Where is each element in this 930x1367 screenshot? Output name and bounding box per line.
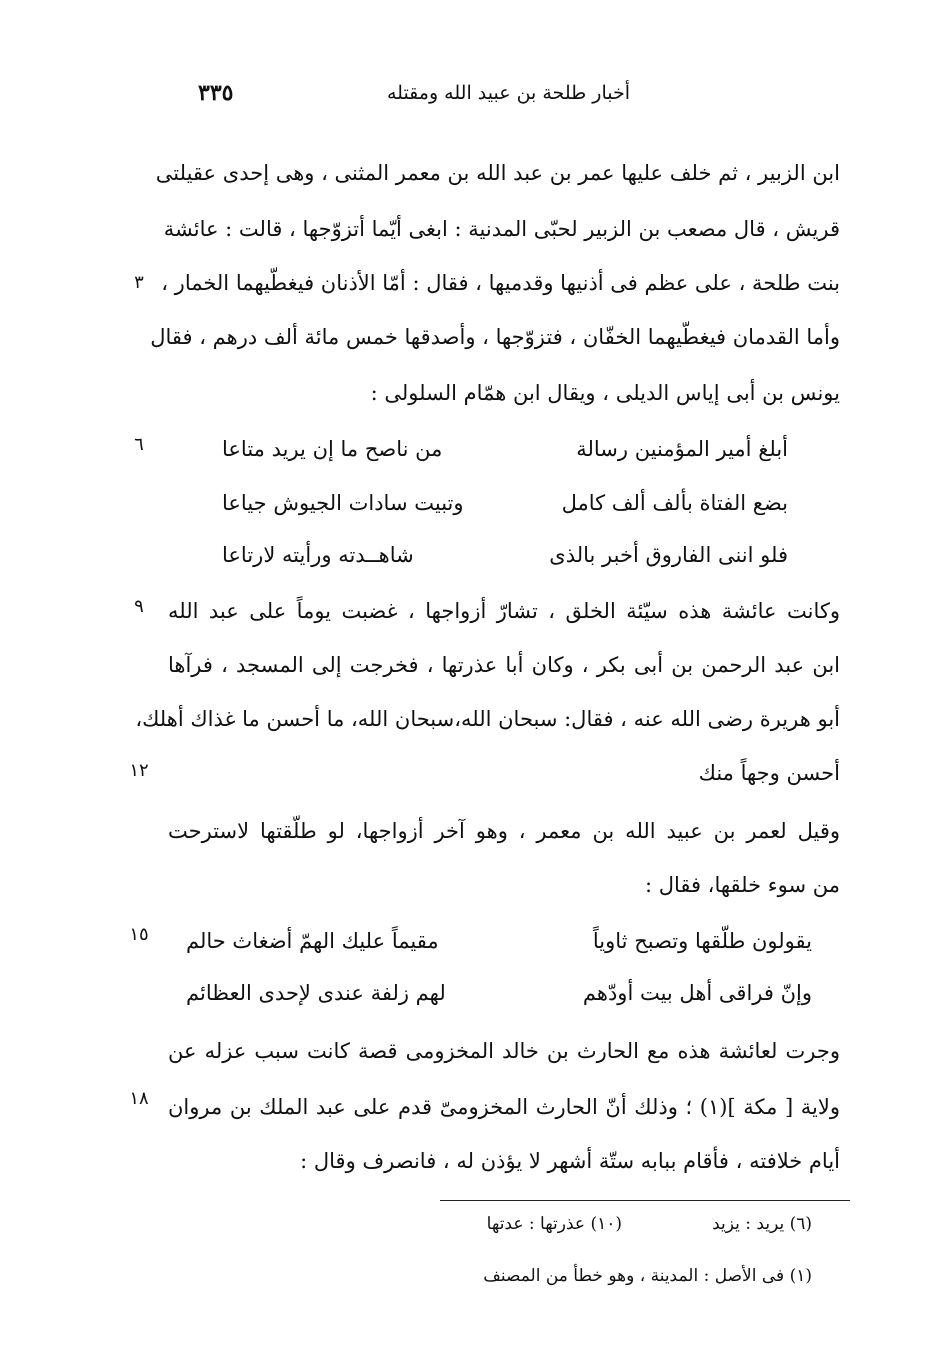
text-line: وجرت لعائشة هذه مع الحارث بن خالد المخزومى قصة كانت سبب عزله عن [168,1039,840,1063]
text-line: وأما القدمان فيغطّيهما الخفّان ، فتزوّجها ، وأصدقها خمس مائة ألف درهم ، فقال [150,325,840,349]
text-line: ابن الزبير ، ثم خلف عليها عمر بن عبد الله بن معمر المثنى ، وهى إحدى عقيلتى [155,161,840,185]
footnote-variant: (١٠) عذرتها : عدتها [486,1214,622,1234]
text-line: بنت طلحة ، على عظم فى أذنيها وقدميها ، فقال : أمّا الأذنان فيغطّيهما الخمار ، [161,271,840,295]
text-line: وكانت عائشة هذه سيّئة الخلق ، تشارّ أزواجها ، غضبت يوماً على عبد الله [168,599,840,623]
footnote-variant: (٦) يريد : يزيد [712,1214,812,1234]
verse-hemistich-left: شاهــدته ورأيته لارتاعا [222,543,414,567]
text-line: ولاية [ مكة ](١) ؛ وذلك أنّ الحارث المخزومىّ قدم على عبد الملك بن مروان [168,1095,840,1119]
text-line: وقيل لعمر بن عبيد الله بن معمر ، وهو آخر أزواجها، لو طلّقتها لاسترحت [168,819,840,843]
running-header-title: أخبار طلحة بن عبيد الله ومقتله [386,82,630,104]
text-line: ابن عبد الرحمن بن أبى بكر ، وكان أبا عذرتها ، فخرجت إلى المسجد ، فرآها [168,653,840,677]
verse-hemistich-right: يقولون طلّقها وتصبح ثاوياً [592,929,812,953]
line-number: ١٥ [129,924,149,945]
line-number: ٦ [134,434,144,455]
verse-hemistich-right: بضع الفتاة بألف ألف كامل [561,491,788,515]
verse-hemistich-left: لهم زلفة عندى لإحدى العظائم [186,981,446,1005]
line-number: ١٨ [129,1088,149,1109]
text-line: من سوء خلقها، فقال : [644,873,840,897]
text-line: أبو هريرة رضى الله عنه ، فقال: سبحان الله،سبحان الله، ما أحسن ما غذاك أهلك، [135,707,840,731]
footnote: (١) فى الأصل : المدينة ، وهو خطأ من المصنف [483,1266,812,1286]
verse-hemistich-left: من ناصح ما إن يريد متاعا [222,437,443,461]
line-number: ٣ [134,272,144,293]
text-line: قريش ، قال مصعب بن الزبير لحبّى المدنية : ابغى أيّما أتزوّجها ، قالت : عائشة [163,217,840,241]
verse-hemistich-left: وتبيت سادات الجيوش جياعا [222,491,464,515]
verse-hemistich-right: أبلغ أمير المؤمنين رسالة [576,437,788,461]
verse-hemistich-right: وإنّ فراقى أهل بيت أودّهم [582,981,812,1005]
page-number: ٣٣٥ [198,80,234,106]
verse-hemistich-left: مقيماً عليك الهمّ أضغاث حالم [186,929,439,953]
text-line: أحسن وجهاً منك [698,761,840,785]
text-line: أيام خلافته ، فأقام ببابه ستّة أشهر لا يؤذن له ، فانصرف وقال : [300,1149,840,1173]
verse-hemistich-right: فلو اننى الفاروق أخبر بالذى [549,543,788,567]
text-line: يونس بن أبى إياس الديلى ، ويقال ابن همّام السلولى : [370,381,840,405]
line-number: ٩ [134,596,144,617]
line-number: ١٢ [129,760,149,781]
footnote-separator [440,1200,850,1201]
